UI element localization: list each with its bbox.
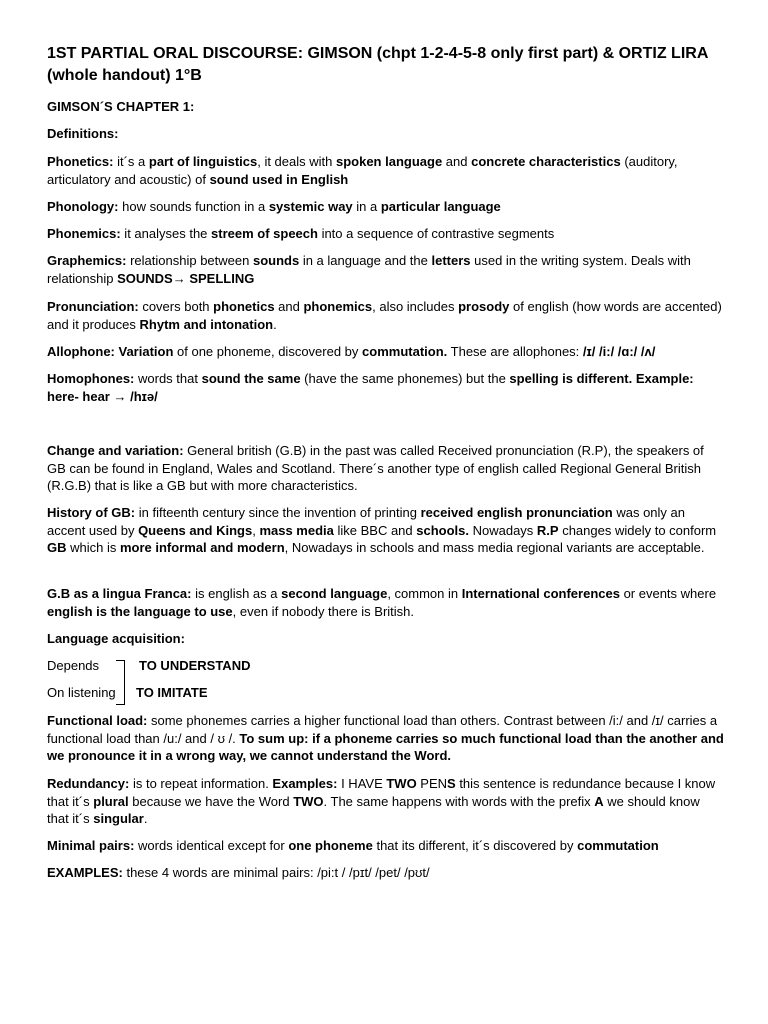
- acquisition-depends-label: Depends: [47, 658, 100, 673]
- redundancy-paragraph: Redundancy: is to repeat information. Examples: I HAVE TWO PENS this sentence is redundance because I know that it´s plural because we have the Word TWO. The same happens with words with the prefix A we should know that it´s singular.: [47, 776, 716, 827]
- phonology-definition: Phonology: how sounds function in a systemic way in a particular language: [47, 199, 501, 214]
- acquisition-listening-label: On listening: [47, 685, 116, 700]
- document-title: 1ST PARTIAL ORAL DISCOURSE: GIMSON (chpt 1-2-4-5-8 only first part) & ORTIZ LIRA (whole handout) 1°B: [47, 45, 708, 84]
- functional-load-paragraph: Functional load: some phonemes carries a higher functional load than others. Contrast between /i:/ and /ɪ/ carries a functional load than /u:/ and / ʊ /. To sum up: if a phoneme carries so much functional load than the another and we pronounce it in a wrong way, we cannot understand the Word.: [47, 713, 724, 764]
- phonetics-definition: Phonetics: it´s a part of linguistics, it deals with spoken language and concrete characteristics (auditory, articulatory and acoustic) of sound used in English: [47, 154, 678, 187]
- minimal-pairs-paragraph: Minimal pairs: words identical except for one phoneme that its different, it´s discovered by commutation: [47, 838, 659, 853]
- acquisition-understand-label: TO UNDERSTAND: [139, 658, 251, 673]
- graphemics-definition: Graphemics: relationship between sounds in a language and the letters used in the writing system. Deals with relationship SOUNDS→ SPELLING: [47, 253, 691, 286]
- acquisition-bracket: [116, 660, 125, 705]
- definitions-heading: Definitions:: [47, 126, 119, 141]
- lingua-franca-paragraph: G.B as a lingua Franca: is english as a second language, common in International conferences or events where english is the language to use, even if nobody there is British.: [47, 586, 717, 619]
- allophone-definition: Allophone: Variation of one phoneme, discovered by commutation. These are allophones: /ɪ/ /i:/ /ɑ:/ /ʌ/: [47, 344, 656, 359]
- homophones-definition: Homophones: words that sound the same (have the same phonemes) but the spelling is different. Example: here- hear → /hɪə/: [47, 371, 694, 404]
- chapter-heading: GIMSON´S CHAPTER 1:: [47, 99, 195, 114]
- history-gb-paragraph: History of GB: in fifteenth century since the invention of printing received english pronunciation was only an accent used by Queens and Kings, mass media like BBC and schools. Nowadays R.P changes widely to conform GB which is more informal and modern, Nowadays in schools and mass media regional variants are acceptable.: [47, 505, 717, 556]
- phonemics-definition: Phonemics: it analyses the streem of speech into a sequence of contrastive segments: [47, 226, 555, 241]
- acquisition-imitate-label: TO IMITATE: [136, 685, 208, 700]
- change-variation-paragraph: Change and variation: General british (G.B) in the past was called Received pronunciation (R.P), the speakers of GB can be found in England, Wales and Scotland. There´s another type of english called Regional General British (R.G.B) that is like a GB but with more characteristics.: [47, 443, 704, 494]
- language-acquisition-heading: Language acquisition:: [47, 631, 185, 646]
- pronunciation-definition: Pronunciation: covers both phonetics and phonemics, also includes prosody of english (how words are accented) and it produces Rhytm and intonation.: [47, 299, 722, 332]
- examples-paragraph: EXAMPLES: these 4 words are minimal pairs: /pi:t / /pɪt/ /pet/ /pʊt/: [47, 865, 430, 880]
